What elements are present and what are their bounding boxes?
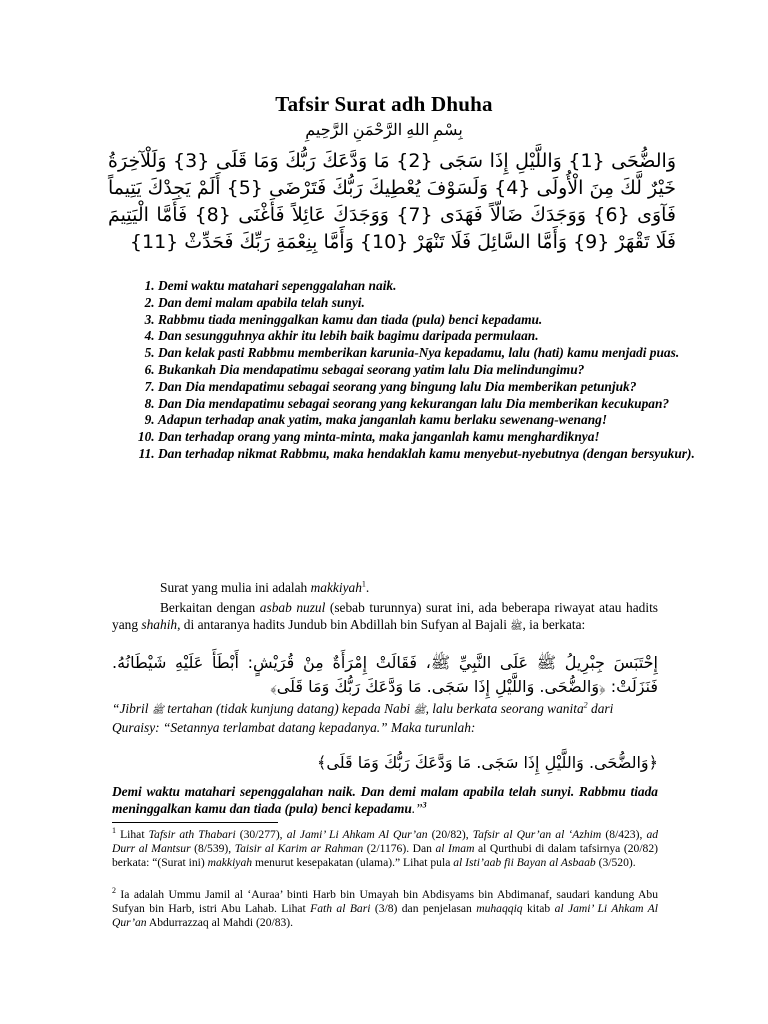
hadith-arabic: إِحْتَبَسَ جِبْرِيلُ ﷺ عَلَى النَّبِيِّ ﷺ، فَقَالَتْ إِمْرَأَةٌ مِنْ قُرَيْشٍ: أَبْطَأَ عَلَيْهِ شَيْطَانُهُ. فَنَزَلَتْ: ﴿وَالضُّحَى. وَاللَّيْلِ إِذَا سَجَى. مَا وَدَّعَكَ رَبُّكَ وَمَا قَلَى﴾ xyxy=(112,653,658,696)
footnote-ref-2[interactable]: 2 xyxy=(583,700,588,710)
translation-item: 6. Bukankah Dia mendapatimu sebagai seorang yatim lalu Dia melindungimu? xyxy=(158,362,706,379)
term-makkiyah: makkiyah xyxy=(310,580,362,595)
honorific-glyph: ﷺ xyxy=(510,621,523,632)
footnote-1: $^1$ Lihat Tafsir ath Thabari (30/277), al Jami’ Li Ahkam Al Qur’an (20/82), Tafsir al Qur’an al ‘Azhim (8/423), ad Durr al Mantsur (8/539), Taisir al Karim ar Rahman (2/1176). Dan al Imam al Qurthubi di dalam tafsirnya (20/82) berkata: “(Surat ini) makkiyah menurut kesepakatan (ulama).” Lihat pula al Isti’aab fii Bayan al Asbaab (3/520). xyxy=(112,826,659,869)
verse-translation: Demi waktu matahari sepenggalahan naik. Dan demi malam apabila telah sunyi. Rabbmu tiada meninggalkan kamu dan tiada (pula) benci kepadamu.”$^3$ xyxy=(112,784,658,816)
translation-item: 9. Adapun terhadap anak yatim, maka janganlah kamu berlaku sewenang-wenang! xyxy=(158,412,706,429)
hadith-translation: “Jibril ﷺ tertahan (tidak kunjung datang) kepada Nabi ﷺ, lalu berkata seorang wanita$^2$ dari Quraisy: “Setannya terlambat datang kepadanya.” Maka turunlah: xyxy=(112,700,614,735)
translation-list xyxy=(108,278,706,463)
translation-item: 8. Dan Dia mendapatimu sebagai seorang yang kekurangan lalu Dia memberikan kecukupan? xyxy=(158,396,706,413)
verse-arabic: ﴿وَالضُّحَى. وَاللَّيْلِ إِذَا سَجَى. مَا وَدَّعَكَ رَبُّكَ وَمَا قَلَى﴾ xyxy=(316,753,658,772)
footnote-2: $^2$ Ia adalah Ummu Jamil al ‘Auraa’ binti Harb bin Umayah bin Abdisyams bin Abdimanaf, saudari kandung Abu Sufyan bin Harb, istri Abu Lahab. Lihat Fath al Bari (3/8) dan penjelasan muhaqqiq kitab al Jami’ Li Ahkam Al Qur’an Abdurrazzaq al Mahdi (20/83). xyxy=(112,886,658,929)
translation-item: 2. Dan demi malam apabila telah sunyi. xyxy=(158,295,706,312)
footnote-divider xyxy=(112,822,278,823)
translation-item: 4. Dan sesungguhnya akhir itu lebih baik bagimu daripada permulaan. xyxy=(158,328,706,345)
basmala: بِسْمِ اللهِ الرَّحْمَنِ الرَّحِيمِ xyxy=(305,122,463,139)
paragraph-asbab-nuzul: Berkaitan dengan asbab nuzul (sebab turunnya) surat ini, ada beberapa riwayat atau hadits yang shahih, di antaranya hadits Jundub bin Abdillah bin Sufyan al Bajali ﷺ, ia berkata: xyxy=(112,600,658,632)
translation-item: 10. Dan terhadap orang yang minta-minta, maka janganlah kamu menghardiknya! xyxy=(158,429,706,446)
footnote-ref-3[interactable]: 3 xyxy=(422,800,427,810)
translation-item: 7. Dan Dia mendapatimu sebagai seorang yang bingung lalu Dia memberikan petunjuk? xyxy=(158,379,706,396)
translation-item: 1. Demi waktu matahari sepenggalahan naik. xyxy=(158,278,706,295)
surah-arabic-text: وَالضُّحَى {1} وَاللَّيْلِ إِذَا سَجَى {2} مَا وَدَّعَكَ رَبُّكَ وَمَا قَلَى {3} وَلَلْآخِرَةُ خَيْرٌ لَّكَ مِنَ الْأُولَى {4} وَلَسَوْفَ يُعْطِيكَ رَبُّكَ فَتَرْضَى {5} أَلَمْ يَجِدْكَ يَتِيماً فَآوَى {6} وَوَجَدَكَ ضَالّاً فَهَدَى {7} وَوَجَدَكَ عَائِلاً فَأَغْنَى {8} فَأَمَّا الْيَتِيمَ فَلَا تَقْهَرْ {9} وَأَمَّا السَّائِلَ فَلَا تَنْهَرْ {10} وَأَمَّا بِنِعْمَةِ رَبِّكَ فَحَدِّثْ {11} xyxy=(108,150,677,253)
translation-item: 11. Dan terhadap nikmat Rabbmu, maka hendaklah kamu menyebut-nyebutnya (dengan bersyukur). xyxy=(158,446,706,463)
footnote-ref-1[interactable]: 1 xyxy=(361,579,366,589)
translation-item: 3. Rabbmu tiada meninggalkan kamu dan tiada (pula) benci kepadamu. xyxy=(158,312,706,329)
paragraph-makkiyah: Surat yang mulia ini adalah makkiyah$^1$. xyxy=(160,579,370,595)
translation-item: 5. Dan kelak pasti Rabbmu memberikan karunia-Nya kepadamu, lalu (hati) kamu menjadi puas. xyxy=(158,345,706,362)
page-title: Tafsir Surat adh Dhuha xyxy=(275,92,493,116)
